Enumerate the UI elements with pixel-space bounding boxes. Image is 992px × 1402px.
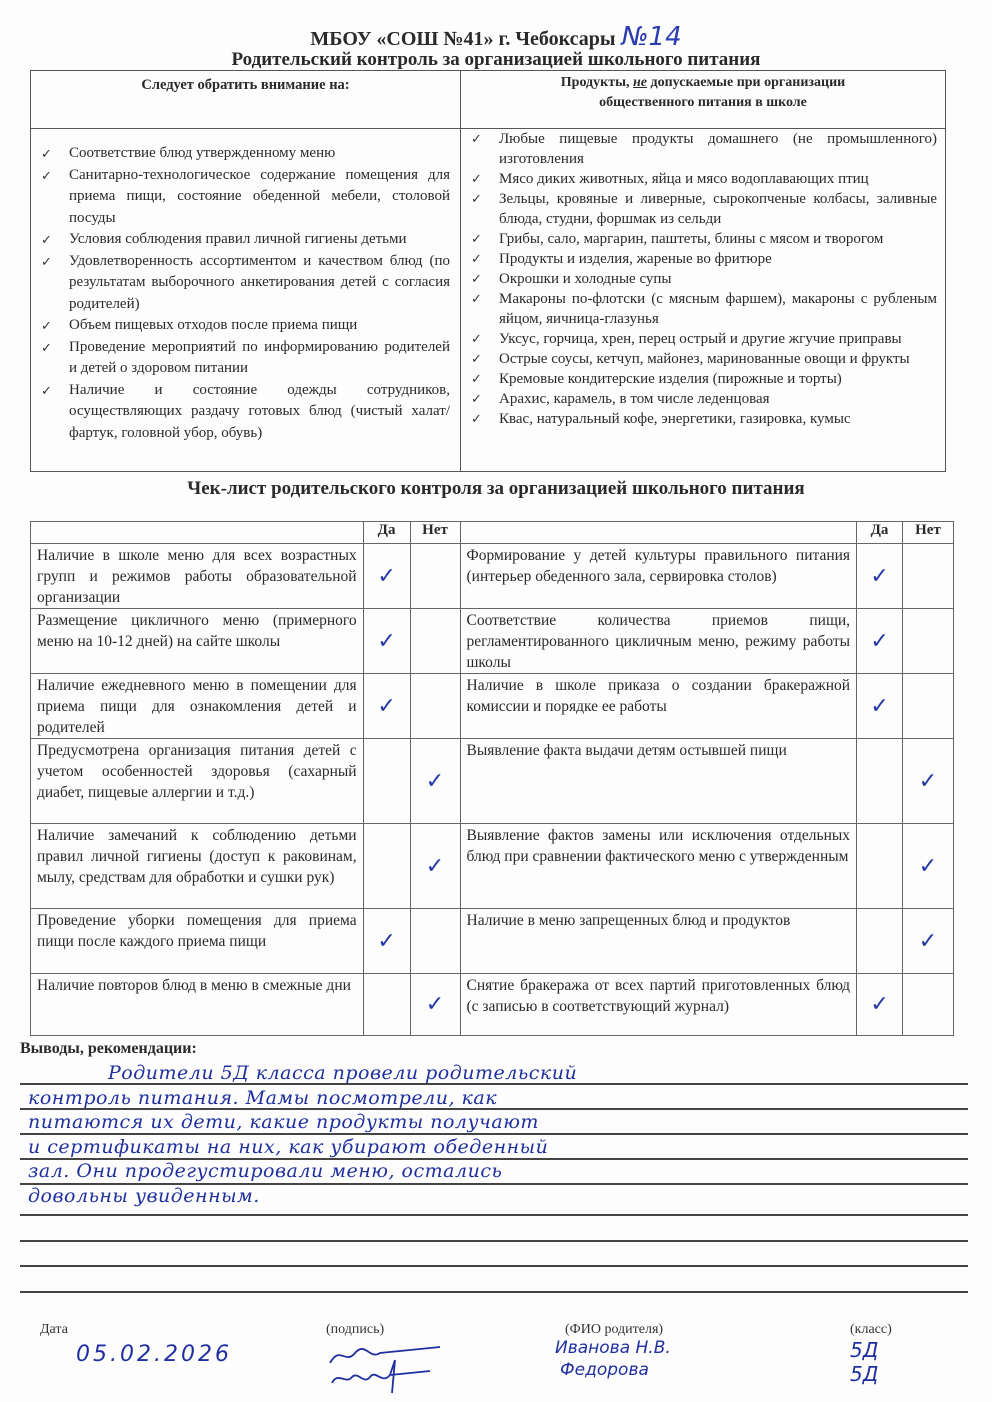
checklist-title: Чек-лист родительского контроля за организацией школьного питания bbox=[187, 478, 805, 499]
checkbox-yes-left[interactable] bbox=[363, 974, 410, 1036]
checkbox-no-left[interactable] bbox=[410, 674, 460, 739]
handwritten-checkmark-icon: ✓ bbox=[870, 992, 889, 1017]
checkbox-yes-left[interactable] bbox=[363, 739, 410, 824]
handwritten-checkmark-icon: ✓ bbox=[425, 992, 445, 1017]
parent-signature[interactable] bbox=[320, 1335, 460, 1395]
forbidden-item-text: Окрошки и холодные супы bbox=[499, 271, 672, 287]
attention-item-text: Соответствие блюд утвержденному меню bbox=[69, 145, 336, 161]
checklist-row bbox=[31, 739, 954, 824]
handwritten-line: контроль питания. Мамы посмотрели, как bbox=[28, 1086, 498, 1109]
handwritten-checkmark-icon: ✓ bbox=[377, 563, 396, 589]
checklist-criterion-left: Наличие повторов блюд в меню в смежные дни bbox=[31, 974, 364, 1036]
attention-item-text: Санитарно-технологическое содержание помещения для приема пищи, состояние обеденной мебели, столовой посуды bbox=[69, 166, 450, 226]
checkbox-no-left[interactable] bbox=[410, 909, 460, 974]
checkbox-no-left[interactable] bbox=[410, 609, 460, 674]
header-yes: Да bbox=[857, 522, 903, 544]
forbidden-item bbox=[469, 289, 937, 329]
handwritten-checkmark-icon: ✓ bbox=[870, 628, 889, 654]
date-value[interactable]: 05.02.2026 bbox=[76, 1342, 232, 1367]
checklist-row bbox=[31, 824, 954, 909]
checkmark-icon: ✓ bbox=[41, 318, 52, 333]
checkbox-yes-right[interactable] bbox=[857, 544, 903, 609]
forbidden-item bbox=[469, 229, 937, 249]
attention-item-text: Наличие и состояние одежды сотрудников, осуществляющих раздачу готовых блюд (чистый халат/фартук, головной убор, обувь) bbox=[69, 381, 450, 441]
checkbox-no-right[interactable] bbox=[903, 824, 954, 909]
parent-name-label: (ФИО родителя) bbox=[565, 1322, 664, 1337]
handwritten-line: довольны увиденным. bbox=[28, 1184, 260, 1207]
forbidden-item bbox=[469, 329, 937, 349]
class-value-2[interactable]: 5Д bbox=[850, 1362, 879, 1386]
checkmark-icon: ✓ bbox=[471, 291, 482, 306]
ruled-line bbox=[20, 1214, 968, 1216]
attention-item bbox=[39, 380, 450, 445]
attention-item bbox=[39, 315, 450, 337]
checkbox-no-right[interactable] bbox=[903, 739, 954, 824]
attention-item bbox=[39, 229, 450, 251]
checkmark-icon: ✓ bbox=[471, 371, 482, 386]
checkmark-icon: ✓ bbox=[41, 146, 52, 161]
checkmark-icon: ✓ bbox=[41, 339, 52, 355]
attention-list-cell bbox=[31, 129, 461, 471]
handwritten-checkmark-icon: ✓ bbox=[377, 628, 396, 654]
checklist-criterion-right: Наличие в школе приказа о создании бракеражной комиссии и порядке ее работы bbox=[460, 674, 857, 739]
forbidden-item-text: Квас, натуральный кофе, энергетики, газировка, кумыс bbox=[499, 411, 851, 427]
forbidden-item-text: Арахис, карамель, в том числе леденцовая bbox=[499, 391, 770, 407]
forbidden-item-text: Зельцы, кровяные и ливерные, сырокопченые колбасы, заливные блюда, студни, форшмак из сельди bbox=[499, 191, 937, 227]
checkbox-yes-right[interactable] bbox=[857, 609, 903, 674]
header-no: Нет bbox=[903, 522, 954, 544]
checklist-row bbox=[31, 974, 954, 1036]
forbidden-item bbox=[469, 189, 937, 229]
forbidden-item bbox=[469, 389, 937, 409]
checkbox-yes-right[interactable] bbox=[857, 909, 903, 974]
handwritten-line: и сертификаты на них, как убирают обеденный bbox=[28, 1135, 549, 1158]
signature-label: (подпись) bbox=[326, 1322, 385, 1337]
forbidden-item-text: Мясо диких животных, яйца и мясо водоплавающих птиц bbox=[499, 171, 869, 187]
forbidden-heading-line2: общественного питания в школе bbox=[599, 95, 807, 110]
checkmark-icon: ✓ bbox=[41, 253, 52, 269]
handwritten-line: зал. Они продегустировали меню, остались bbox=[28, 1160, 503, 1182]
forbidden-item-text: Любые пищевые продукты домашнего (не промышленного) изготовления bbox=[499, 131, 937, 167]
forbidden-list-cell bbox=[461, 129, 945, 471]
forbidden-item-text: Уксус, горчица, хрен, перец острый и другие жгучие приправы bbox=[499, 331, 902, 347]
handwritten-line: питаются их дети, какие продукты получают bbox=[28, 1111, 539, 1133]
checklist-row bbox=[31, 909, 954, 974]
checklist-criterion-right: Наличие в меню запрещенных блюд и продуктов bbox=[460, 909, 857, 974]
checkbox-yes-right[interactable] bbox=[857, 739, 903, 824]
checklist-row bbox=[31, 674, 954, 739]
attention-item bbox=[39, 143, 450, 165]
checkbox-yes-left[interactable] bbox=[363, 824, 410, 909]
handwritten-checkmark-icon: ✓ bbox=[918, 768, 938, 794]
checkmark-icon: ✓ bbox=[471, 251, 482, 266]
checkmark-icon: ✓ bbox=[471, 231, 482, 246]
forbidden-item bbox=[469, 169, 937, 189]
forbidden-item-text: Грибы, сало, маргарин, паштеты, блины с мясом и творогом bbox=[499, 231, 884, 247]
class-value-1[interactable]: 5Д bbox=[850, 1338, 879, 1362]
forbidden-item-text: Кремовые кондитерские изделия (пирожные и торты) bbox=[499, 371, 842, 387]
checklist-header-blank bbox=[31, 522, 364, 544]
forbidden-item bbox=[469, 349, 937, 369]
parent-name-2[interactable]: Федорова bbox=[560, 1360, 649, 1380]
attention-item bbox=[39, 165, 450, 230]
checkbox-no-right[interactable] bbox=[903, 674, 954, 739]
forbidden-item bbox=[469, 129, 937, 169]
forbidden-item-text: Макароны по-флотски (с мясным фаршем), макароны с рубленым яйцом, яичница-глазунья bbox=[499, 291, 937, 327]
checklist-criterion-right: Выявление фактов замены или исключения отдельных блюд при сравнении фактического меню с утвержденным bbox=[460, 824, 857, 909]
checkbox-yes-right[interactable] bbox=[857, 974, 903, 1036]
checklist-criterion-left: Наличие замечаний к соблюдению детьми правил личной гигиены (доступ к раковинам, мылу, средствам для обработки и сушки рук) bbox=[31, 824, 364, 909]
checkbox-yes-left[interactable] bbox=[363, 609, 410, 674]
checkmark-icon: ✓ bbox=[471, 391, 482, 406]
attention-item-text: Объем пищевых отходов после приема пищи bbox=[69, 317, 358, 333]
ruled-line bbox=[20, 1291, 968, 1293]
class-label: (класс) bbox=[850, 1322, 892, 1337]
checkbox-yes-left[interactable] bbox=[363, 544, 410, 609]
checkmark-icon: ✓ bbox=[41, 382, 52, 398]
header-no: Нет bbox=[410, 522, 460, 544]
info-table bbox=[30, 70, 946, 472]
checklist-criterion-left: Проведение уборки помещения для приема пищи после каждого приема пищи bbox=[31, 909, 364, 974]
forbidden-item bbox=[469, 269, 937, 289]
forbidden-heading-part1: Продукты, bbox=[560, 75, 634, 90]
checkmark-icon: ✓ bbox=[471, 351, 482, 366]
checkmark-icon: ✓ bbox=[471, 171, 482, 186]
checklist-header-blank bbox=[460, 522, 857, 544]
attention-heading: Следует обратить внимание на: bbox=[31, 71, 461, 129]
attention-list bbox=[39, 143, 450, 444]
checklist-row bbox=[31, 544, 954, 609]
checkmark-icon: ✓ bbox=[471, 271, 482, 286]
forbidden-item bbox=[469, 249, 937, 269]
checklist-criterion-right: Соответствие количества приемов пищи, регламентированного цикличным меню, режиму работы школы bbox=[460, 609, 857, 674]
checkbox-no-left[interactable] bbox=[410, 974, 460, 1036]
checkbox-yes-left[interactable] bbox=[363, 909, 410, 974]
attention-item-text: Условия соблюдения правил личной гигиены детьми bbox=[69, 231, 407, 247]
checkbox-yes-right[interactable] bbox=[857, 824, 903, 909]
forbidden-heading-part2: допускаемые при организации bbox=[647, 75, 846, 90]
handwritten-checkmark-icon: ✓ bbox=[425, 853, 445, 879]
checkbox-no-left[interactable] bbox=[410, 544, 460, 609]
checkbox-no-right[interactable] bbox=[903, 974, 954, 1036]
checkbox-no-left[interactable] bbox=[410, 739, 460, 824]
forbidden-item-text: Продукты и изделия, жареные во фритюре bbox=[499, 251, 772, 267]
conclusions-handwritten-text[interactable] bbox=[28, 1061, 968, 1208]
conclusions-label: Выводы, рекомендации: bbox=[20, 1040, 197, 1057]
checkmark-icon: ✓ bbox=[471, 191, 482, 206]
checklist-criterion-right: Формирование у детей культуры правильного питания (интерьер обеденного зала, сервировка столов) bbox=[460, 544, 857, 609]
checklist-row bbox=[31, 609, 954, 674]
forbidden-item bbox=[469, 409, 937, 429]
checkbox-no-left[interactable] bbox=[410, 824, 460, 909]
form-number-handwritten: №14 bbox=[621, 22, 682, 52]
checkbox-no-right[interactable] bbox=[903, 909, 954, 974]
school-name: МБОУ «СОШ №41» г. Чебоксары bbox=[310, 28, 616, 50]
parent-name-1[interactable]: Иванова Н.В. bbox=[555, 1338, 671, 1358]
forbidden-list bbox=[469, 129, 937, 429]
attention-item bbox=[39, 337, 450, 380]
checkmark-icon: ✓ bbox=[471, 411, 482, 426]
page-title: Родительский контроль за организацией школьного питания bbox=[231, 49, 761, 70]
header-yes: Да bbox=[363, 522, 410, 544]
checkmark-icon: ✓ bbox=[41, 167, 52, 183]
checklist-criterion-right: Снятие бракеража от всех партий приготовленных блюд (с записью в соответствующий журнал) bbox=[460, 974, 857, 1036]
attention-item-text: Проведение мероприятий по информированию родителей и детей о здоровом питании bbox=[69, 338, 450, 376]
ruled-line bbox=[20, 1240, 968, 1242]
forbidden-heading-emphasis: не bbox=[633, 75, 648, 90]
checklist-criterion-right: Выявление факта выдачи детям остывшей пищи bbox=[460, 739, 857, 824]
school-title bbox=[0, 22, 992, 52]
ruled-line bbox=[20, 1265, 968, 1267]
forbidden-heading bbox=[461, 71, 945, 129]
checklist-criterion-left: Наличие в школе меню для всех возрастных групп и режимов работы образовательной организации bbox=[31, 544, 364, 609]
handwritten-checkmark-icon: ✓ bbox=[918, 853, 938, 879]
checkmark-icon: ✓ bbox=[471, 331, 482, 346]
checkbox-no-right[interactable] bbox=[903, 544, 954, 609]
checkbox-yes-right[interactable] bbox=[857, 674, 903, 739]
checklist-criterion-left: Предусмотрена организация питания детей с учетом особенностей здоровья (сахарный диабет, пищевые аллергии и т.д.) bbox=[31, 739, 364, 824]
forbidden-item-text: Острые соусы, кетчуп, майонез, маринованные овощи и фрукты bbox=[499, 351, 910, 367]
checklist-criterion-left: Размещение цикличного меню (примерного меню на 10-12 дней) на сайте школы bbox=[31, 609, 364, 674]
handwritten-checkmark-icon: ✓ bbox=[377, 928, 396, 954]
checkmark-icon: ✓ bbox=[41, 232, 52, 247]
handwritten-checkmark-icon: ✓ bbox=[377, 693, 396, 719]
handwritten-checkmark-icon: ✓ bbox=[870, 693, 889, 719]
forbidden-item bbox=[469, 369, 937, 389]
handwritten-checkmark-icon: ✓ bbox=[870, 563, 889, 589]
checklist-header-row bbox=[31, 522, 954, 544]
checklist-table bbox=[30, 521, 954, 1036]
handwritten-line: Родители 5Д класса провели родительский bbox=[108, 1062, 578, 1084]
date-label: Дата bbox=[40, 1322, 68, 1337]
handwritten-checkmark-icon: ✓ bbox=[918, 928, 938, 954]
attention-item-text: Удовлетворенность ассортиментом и качеством блюд (по результатам выборочного анкетирования детей с согласия родителей) bbox=[69, 252, 450, 312]
checkmark-icon: ✓ bbox=[471, 131, 482, 146]
checklist-criterion-left: Наличие ежедневного меню в помещении для приема пищи для ознакомления детей и родителей bbox=[31, 674, 364, 739]
attention-item bbox=[39, 251, 450, 316]
checkbox-no-right[interactable] bbox=[903, 609, 954, 674]
handwritten-checkmark-icon: ✓ bbox=[425, 768, 445, 794]
checkbox-yes-left[interactable] bbox=[363, 674, 410, 739]
